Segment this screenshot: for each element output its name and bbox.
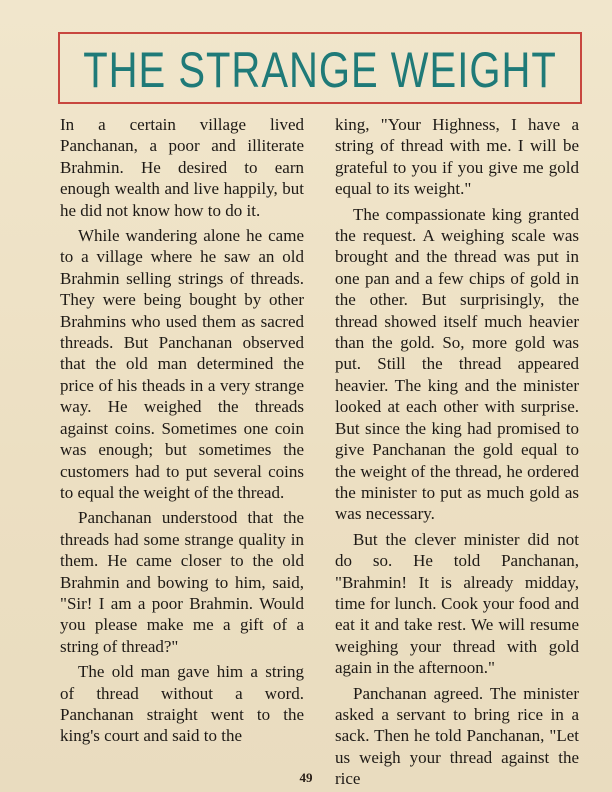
paragraph: Panchanan understood that the threads had some strange quality in them. He came closer to the old Brahmin and bowing to him, said, "Sir! I am a poor Brahmin. Would you please make me a gift of a string of thread?" — [60, 508, 304, 656]
left-column — [60, 114, 304, 747]
right-column — [335, 114, 579, 790]
paragraph: But the clever minister did not do so. He told Panchanan, "Brahmin! It is already midday, time for lunch. Cook your food and eat it and take rest. We will resume weighing your thread with gold again in the afternoon." — [335, 529, 579, 678]
title-box — [58, 32, 582, 104]
paragraph: The compassionate king granted the request. A weighing scale was brought and the thread was put in one pan and a few chips of gold in the other. But surprisingly, the thread showed itself much heavier than the gold. So, more gold was put. Still the thread appeared heavier. The king and the minister looked at each other with surprise. But since the king had promised to give Panchanan the gold equal to the weight of the thread, he ordered the minister to put as much gold as was necessary. — [335, 204, 579, 524]
page-number: 49 — [299, 770, 313, 785]
paragraph: In a certain village lived Panchanan, a poor and illiterate Brahmin. He desired to earn enough wealth and live happily, but he did not know how to do it. — [60, 115, 304, 220]
paragraph: Panchanan agreed. The minister asked a servant to bring rice in a sack. Then he told Panchanan, "Let us weigh your thread against the rice — [335, 683, 579, 789]
paragraph: While wandering alone he came to a village where he saw an old Brahmin selling strings of threads. They were being bought by other Brahmins who used them as sacred threads. But Panchanan observed that the old man determined the price of his theads in a very strange way. He weighed the threads against coins. Sometimes one coin was enough; but sometimes the customers had to put several coins to equal the weight of the thread. — [60, 226, 304, 502]
paragraph: The old man gave him a string of thread without a word. Panchanan straight went to the king's court and said to the — [60, 662, 304, 746]
page-title: THE STRANGE WEIGHT — [83, 42, 557, 98]
paragraph: king, "Your Highness, I have a string of thread with me. I will be grateful to you if you give me gold equal to its weight." — [335, 115, 579, 199]
